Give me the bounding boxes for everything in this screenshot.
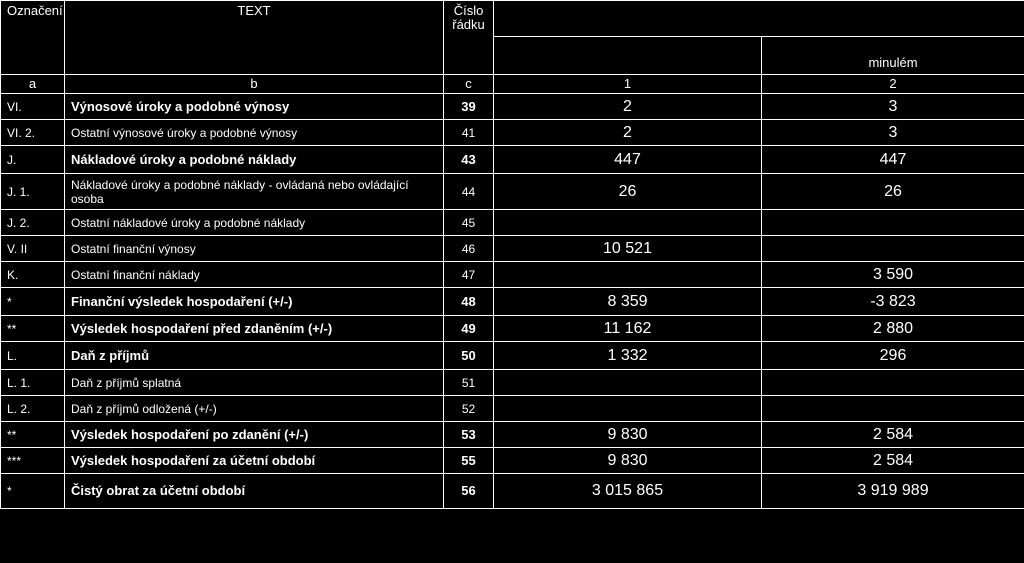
row-code: V. II	[1, 236, 65, 262]
row-code: L.	[1, 342, 65, 370]
row-previous-value	[762, 210, 1024, 236]
sub-b: b	[65, 75, 444, 94]
row-text: Čistý obrat za účetní období	[65, 474, 444, 509]
row-line-number: 43	[444, 146, 494, 174]
row-previous-value: 3	[762, 94, 1024, 120]
row-code: *	[1, 474, 65, 509]
row-code: **	[1, 422, 65, 448]
row-previous-value	[762, 370, 1024, 396]
row-code: ***	[1, 448, 65, 474]
row-current-value: 11 162	[494, 316, 762, 342]
table-row	[1, 396, 1024, 422]
row-code: **	[1, 316, 65, 342]
row-code: K.	[1, 262, 65, 288]
row-text: Ostatní finanční náklady	[65, 262, 444, 288]
row-code: *	[1, 288, 65, 316]
table-row	[1, 422, 1024, 448]
table-row	[1, 262, 1024, 288]
row-current-value: 26	[494, 174, 762, 210]
row-line-number: 50	[444, 342, 494, 370]
table-row	[1, 370, 1024, 396]
row-current-value	[494, 262, 762, 288]
row-current-value: 3 015 865	[494, 474, 762, 509]
row-previous-value: 26	[762, 174, 1024, 210]
row-text: Výnosové úroky a podobné výnosy	[65, 94, 444, 120]
row-code: VI.	[1, 94, 65, 120]
row-text: Výsledek hospodaření před zdaněním (+/-)	[65, 316, 444, 342]
row-previous-value: 3	[762, 120, 1024, 146]
header-previous-period: minulém	[762, 37, 1024, 75]
row-previous-value: 2 880	[762, 316, 1024, 342]
row-line-number: 45	[444, 210, 494, 236]
row-previous-value: 3 590	[762, 262, 1024, 288]
sub-1: 1	[494, 75, 762, 94]
row-current-value: 9 830	[494, 422, 762, 448]
row-line-number: 39	[444, 94, 494, 120]
row-line-number: 41	[444, 120, 494, 146]
sub-2: 2	[762, 75, 1024, 94]
table-row	[1, 146, 1024, 174]
row-line-number: 52	[444, 396, 494, 422]
sub-c: c	[444, 75, 494, 94]
row-text: Výsledek hospodaření po zdanění (+/-)	[65, 422, 444, 448]
row-line-number: 55	[444, 448, 494, 474]
row-line-number: 51	[444, 370, 494, 396]
row-code: VI. 2.	[1, 120, 65, 146]
row-line-number: 56	[444, 474, 494, 509]
row-text: Ostatní finanční výnosy	[65, 236, 444, 262]
table-row	[1, 448, 1024, 474]
row-previous-value: 3 919 989	[762, 474, 1024, 509]
row-previous-value	[762, 396, 1024, 422]
row-line-number: 46	[444, 236, 494, 262]
row-text: Daň z příjmů odložená (+/-)	[65, 396, 444, 422]
row-current-value	[494, 370, 762, 396]
row-current-value: 2	[494, 120, 762, 146]
row-previous-value: 2 584	[762, 448, 1024, 474]
row-line-number: 47	[444, 262, 494, 288]
table-row	[1, 120, 1024, 146]
row-previous-value: -3 823	[762, 288, 1024, 316]
table-row	[1, 94, 1024, 120]
row-code: J. 2.	[1, 210, 65, 236]
row-text: Ostatní výnosové úroky a podobné výnosy	[65, 120, 444, 146]
row-current-value	[494, 210, 762, 236]
header-row-top	[1, 1, 1024, 37]
row-text: Finanční výsledek hospodaření (+/-)	[65, 288, 444, 316]
row-current-value: 1 332	[494, 342, 762, 370]
row-line-number: 44	[444, 174, 494, 210]
row-previous-value	[762, 236, 1024, 262]
table-row	[1, 210, 1024, 236]
header-row-sub	[1, 75, 1024, 94]
row-current-value: 8 359	[494, 288, 762, 316]
row-current-value	[494, 396, 762, 422]
row-code: L. 1.	[1, 370, 65, 396]
header-period-group	[494, 1, 1024, 37]
table-row	[1, 288, 1024, 316]
row-code: L. 2.	[1, 396, 65, 422]
header-text: TEXT	[65, 1, 444, 75]
table-row	[1, 174, 1024, 210]
table-row	[1, 236, 1024, 262]
row-line-number: 48	[444, 288, 494, 316]
sub-a: a	[1, 75, 65, 94]
table-row	[1, 342, 1024, 370]
row-current-value: 9 830	[494, 448, 762, 474]
header-line-number: Číslo řádku	[444, 1, 494, 75]
row-text: Nákladové úroky a podobné náklady - ovládaná nebo ovládající osoba	[65, 174, 444, 210]
row-previous-value: 447	[762, 146, 1024, 174]
row-text: Výsledek hospodaření za účetní období	[65, 448, 444, 474]
row-current-value: 10 521	[494, 236, 762, 262]
row-previous-value: 296	[762, 342, 1024, 370]
row-code: J. 1.	[1, 174, 65, 210]
row-text: Daň z příjmů	[65, 342, 444, 370]
row-current-value: 2	[494, 94, 762, 120]
header-code: Označení	[1, 1, 65, 75]
table-row	[1, 474, 1024, 509]
row-text: Nákladové úroky a podobné náklady	[65, 146, 444, 174]
row-current-value: 447	[494, 146, 762, 174]
row-line-number: 53	[444, 422, 494, 448]
row-line-number: 49	[444, 316, 494, 342]
table-row	[1, 316, 1024, 342]
row-previous-value: 2 584	[762, 422, 1024, 448]
row-text: Ostatní nákladové úroky a podobné náklady	[65, 210, 444, 236]
header-current-period	[494, 37, 762, 75]
row-text: Daň z příjmů splatná	[65, 370, 444, 396]
row-code: J.	[1, 146, 65, 174]
